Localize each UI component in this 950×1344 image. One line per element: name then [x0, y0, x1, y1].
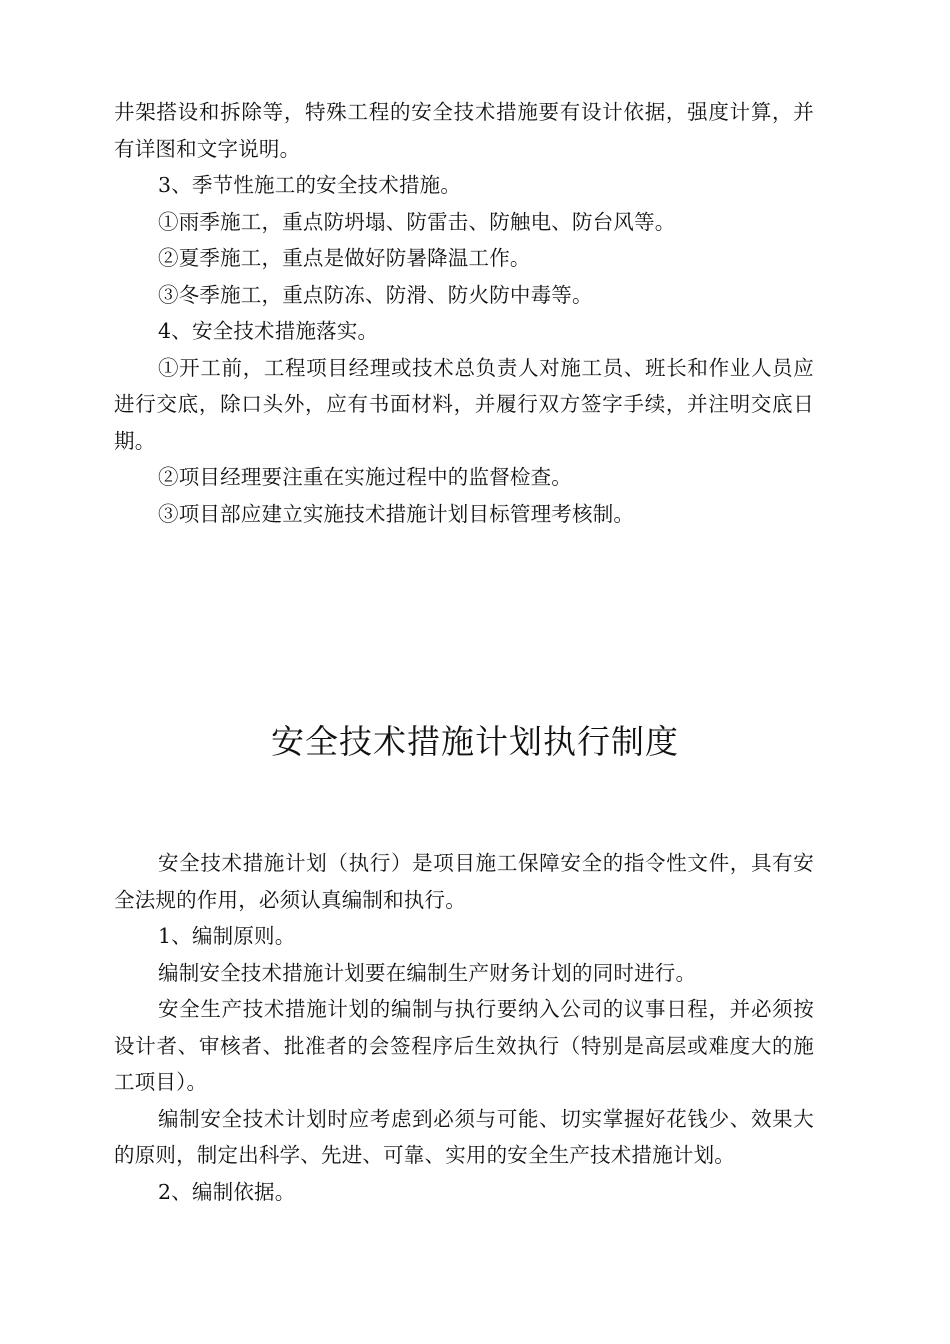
bottom-text-section — [114, 845, 814, 1210]
paragraph: 安全生产技术措施计划的编制与执行要纳入公司的议事日程，并必须按设计者、审核者、批准者的会签程序后生效执行（特别是高层或难度大的施工项目）。 — [114, 997, 814, 1094]
paragraph: 编制安全技术措施计划要在编制生产财务计划的同时进行。 — [158, 960, 697, 985]
paragraph: ③冬季施工，重点防冻、防滑、防火防中毒等。 — [158, 282, 593, 307]
paragraph: ①开工前，工程项目经理或技术总负责人对施工员、班长和作业人员应进行交底，除口头外，应有书面材料，并履行双方签字手续，并注明交底日期。 — [114, 355, 814, 453]
paragraph: 安全技术措施计划（执行）是项目施工保障安全的指令性文件，具有安全法规的作用，必须认真编制和执行。 — [114, 851, 814, 912]
paragraph: ②夏季施工，重点是做好防暑降温工作。 — [158, 246, 531, 270]
paragraph: 4、安全技术措施落实。 — [158, 319, 379, 343]
top-text-section — [114, 94, 814, 532]
paragraph: 2、编制依据。 — [158, 1179, 296, 1204]
paragraph: 编制安全技术计划时应考虑到必须与可能、切实掌握好花钱少、效果大的原则，制定出科学、先进、可靠、实用的安全生产技术措施计划。 — [114, 1106, 814, 1167]
paragraph: 3、季节性施工的安全技术措施。 — [158, 173, 462, 197]
paragraph: 1、编制原则。 — [158, 924, 296, 948]
paragraph: ③项目部应建立实施技术措施计划目标管理考核制。 — [158, 501, 635, 526]
paragraph: ②项目经理要注重在实施过程中的监督检查。 — [158, 465, 572, 489]
paragraph: 井架搭设和拆除等，特殊工程的安全技术措施要有设计依据，强度计算，并有详图和文字说明。 — [114, 100, 814, 161]
paragraph: ①雨季施工，重点防坍塌、防雷击、防触电、防台风等。 — [158, 209, 676, 234]
section-title: 安全技术措施计划执行制度 — [271, 722, 679, 761]
